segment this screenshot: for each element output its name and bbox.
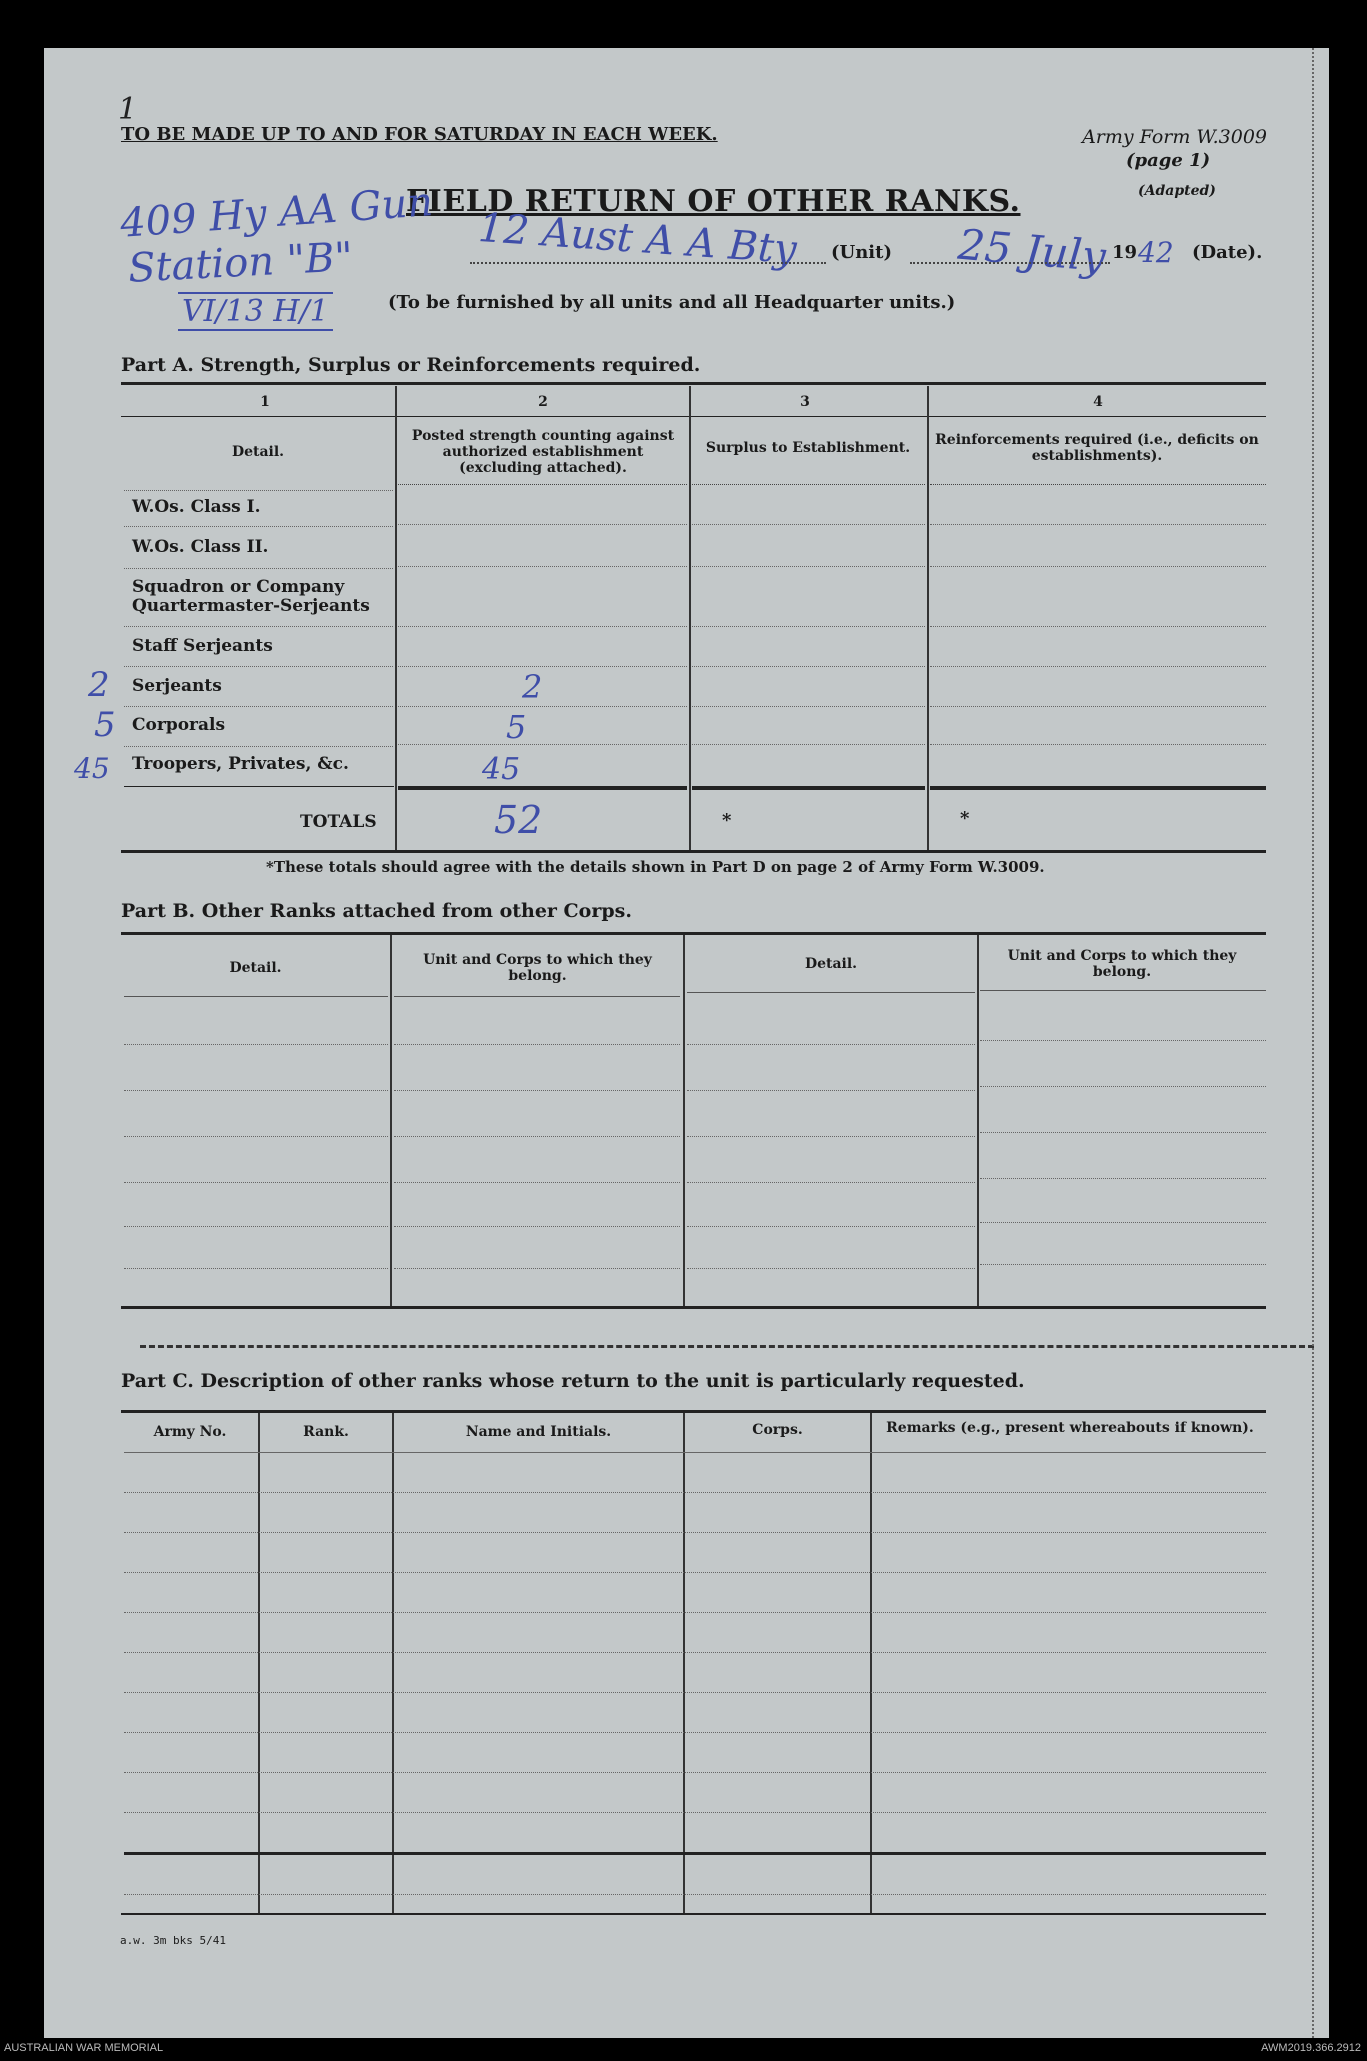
row-label-serjeants: Serjeants	[132, 676, 222, 696]
part-b-header-unit-1: Unit and Corps to which they belong.	[423, 952, 652, 984]
part-c-header-remarks: Remarks (e.g., present whereabouts if known).	[886, 1420, 1254, 1436]
part-a-row-line	[930, 524, 1266, 525]
part-b-row-line	[124, 1268, 388, 1269]
part-a-row-line	[398, 524, 687, 525]
part-b-top-rule	[121, 932, 1266, 935]
form-number-text: Army Form W.3009	[1082, 126, 1267, 148]
part-c-col-divider-4	[870, 1413, 872, 1915]
part-a-row-line	[398, 566, 687, 567]
part-c-heavy-row-line	[124, 1852, 1266, 1855]
part-b-row-line	[394, 1268, 680, 1269]
part-a-row-line	[124, 746, 393, 747]
handwritten-margin-serjeants: 2	[88, 665, 110, 705]
part-b-row-line	[687, 1136, 975, 1137]
print-code: a.w. 3m bks 5/41	[120, 1934, 226, 1947]
part-a-row-line	[692, 626, 925, 627]
part-a-col-divider-3	[927, 386, 929, 850]
part-b-header-unit-2: Unit and Corps to which they belong.	[1007, 948, 1237, 980]
col-header-posted-strength: Posted strength counting against authorized establishment (excluding attached).	[411, 428, 675, 476]
part-a-subheader-rule	[121, 416, 1266, 417]
page-title: FIELD RETURN OF OTHER RANKS.	[406, 184, 1021, 219]
part-b-header-detail-1: Detail.	[229, 960, 282, 976]
part-b-bottom-rule	[121, 1306, 1266, 1309]
asterisk-surplus: *	[722, 810, 732, 831]
part-a-bottom-rule	[121, 850, 1266, 853]
row-label-wo-class-1: W.Os. Class I.	[132, 497, 261, 517]
totals-top-rule	[930, 786, 1266, 790]
col-num-3: 3	[800, 394, 810, 410]
part-b-row-line	[980, 1132, 1266, 1133]
unit-label: (Unit)	[831, 242, 892, 263]
part-b-row-line	[124, 1182, 388, 1183]
part-a-row-line	[692, 566, 925, 567]
part-b-row-line	[687, 992, 975, 993]
part-b-row-line	[394, 1136, 680, 1137]
part-b-row-line	[687, 1226, 975, 1227]
part-c-row-line	[124, 1692, 1266, 1693]
part-b-row-line	[980, 1264, 1266, 1265]
part-c-header-army-no: Army No.	[153, 1424, 227, 1440]
part-b-row-line	[980, 1178, 1266, 1179]
handwritten-margin-troopers: 45	[74, 752, 110, 785]
part-c-row-line	[124, 1894, 1266, 1895]
handwritten-station-note-1: 409 Hy AA Gun	[118, 179, 435, 247]
row-label-staff-serjeants: Staff Serjeants	[132, 636, 273, 656]
part-c-row-line	[124, 1572, 1266, 1573]
part-b-row-line	[394, 1226, 680, 1227]
paper-right-edge	[1312, 48, 1318, 2038]
totals-top-rule	[124, 786, 394, 787]
part-a-row-line	[930, 666, 1266, 667]
part-b-row-line	[394, 1182, 680, 1183]
part-b-row-line	[124, 1226, 388, 1227]
handwritten-total: 52	[494, 798, 543, 842]
part-c-row-line	[124, 1452, 1266, 1453]
col-num-1: 1	[260, 394, 270, 410]
perforation-line	[140, 1345, 1314, 1348]
part-b-header-detail-2: Detail.	[804, 956, 858, 972]
part-a-totals-note: *These totals should agree with the details shown in Part D on page 2 of Army Form W.3009.	[266, 858, 1045, 876]
part-a-col-divider-2	[689, 386, 691, 850]
archive-footer-left: AUSTRALIAN WAR MEMORIAL	[4, 2042, 164, 2054]
part-b-col-divider-2	[683, 935, 685, 1306]
part-a-row-line	[930, 484, 1266, 485]
row-label-corporals: Corporals	[132, 715, 226, 735]
instruction-line: TO BE MADE UP TO AND FOR SATURDAY IN EACH WEEK.	[121, 124, 718, 145]
part-c-top-rule	[121, 1410, 1266, 1413]
form-number	[1082, 126, 1267, 148]
part-c-heading: Part C. Description of other ranks whose return to the unit is particularly requested.	[121, 1370, 1025, 1392]
date-dotted-line	[910, 262, 1110, 264]
part-b-row-line	[980, 990, 1266, 991]
archive-footer-right: AWM2019.366.2912	[1261, 2042, 1361, 2054]
part-a-row-line	[124, 568, 393, 569]
part-b-row-line	[687, 1182, 975, 1183]
part-a-row-line	[124, 626, 393, 627]
part-a-row-line	[930, 566, 1266, 567]
part-c-bottom-rule	[121, 1913, 1266, 1915]
part-b-row-line	[124, 996, 388, 997]
part-a-row-line	[692, 744, 925, 745]
part-a-row-line	[692, 666, 925, 667]
part-a-row-line	[692, 484, 925, 485]
part-c-row-line	[124, 1772, 1266, 1773]
part-b-row-line	[980, 1222, 1266, 1223]
part-c-row-line	[124, 1812, 1266, 1813]
part-b-row-line	[394, 996, 680, 997]
part-c-row-line	[124, 1492, 1266, 1493]
part-a-row-line	[398, 626, 687, 627]
part-a-row-line	[930, 744, 1266, 745]
part-a-row-line	[398, 484, 687, 485]
part-a-col-divider-1	[395, 386, 397, 850]
part-b-row-line	[687, 1268, 975, 1269]
part-a-row-line	[692, 524, 925, 525]
part-c-col-divider-2	[392, 1413, 394, 1915]
part-c-header-corps: Corps.	[752, 1422, 803, 1438]
unit-dotted-line	[470, 262, 826, 264]
handwritten-reference-code: VI/13 H/1	[178, 292, 333, 331]
part-a-row-line	[398, 666, 687, 667]
totals-label: TOTALS	[300, 812, 377, 832]
part-b-row-line	[124, 1136, 388, 1137]
year-prefix: 19	[1112, 242, 1138, 263]
part-a-top-rule	[121, 382, 1266, 385]
part-a-row-line	[124, 706, 393, 707]
form-paper	[44, 48, 1329, 2038]
handwritten-unit: 12 Aust A A Bty	[476, 204, 799, 274]
part-b-col-divider-1	[390, 935, 392, 1306]
part-b-row-line	[394, 1044, 680, 1045]
part-c-row-line	[124, 1652, 1266, 1653]
part-c-row-line	[124, 1532, 1266, 1533]
part-c-col-divider-1	[258, 1413, 260, 1915]
part-a-heading: Part A. Strength, Surplus or Reinforcements required.	[121, 354, 701, 376]
part-c-col-divider-3	[683, 1413, 685, 1915]
col-header-surplus: Surplus to Establishment.	[705, 440, 911, 456]
handwritten-date: 25 July	[956, 219, 1108, 282]
part-a-row-line	[930, 706, 1266, 707]
row-label-cqms: Squadron or Company Quartermaster-Serjeants	[132, 577, 370, 616]
subtitle: (To be furnished by all units and all Headquarter units.)	[388, 292, 956, 313]
handwritten-station-note-2: Station "B"	[126, 234, 355, 292]
part-a-row-line	[398, 744, 687, 745]
part-b-row-line	[124, 1090, 388, 1091]
part-b-row-line	[124, 1044, 388, 1045]
col-header-reinforcements: Reinforcements required (i.e., deficits on establishments).	[935, 432, 1259, 464]
part-b-col-divider-3	[977, 935, 979, 1306]
handwritten-margin-corporals: 5	[94, 705, 116, 745]
col-num-2: 2	[538, 394, 548, 410]
part-c-header-name: Name and Initials.	[465, 1424, 612, 1440]
handwritten-corner-mark: 1	[118, 92, 138, 127]
col-num-4: 4	[1093, 394, 1103, 410]
part-a-row-line	[124, 526, 393, 527]
handwritten-value-corporals: 5	[506, 708, 527, 746]
page-ref: (page 1)	[1126, 150, 1211, 171]
part-b-row-line	[980, 1086, 1266, 1087]
adapted-label: (Adapted)	[1138, 183, 1216, 199]
part-b-row-line	[687, 1044, 975, 1045]
part-a-row-line	[692, 706, 925, 707]
handwritten-year: 42	[1138, 236, 1174, 269]
col-header-detail: Detail.	[231, 444, 285, 460]
part-b-heading: Part B. Other Ranks attached from other Corps.	[121, 900, 632, 922]
part-c-header-rank: Rank.	[303, 1424, 349, 1440]
part-b-row-line	[687, 1090, 975, 1091]
totals-top-rule	[692, 786, 925, 790]
part-c-row-line	[124, 1612, 1266, 1613]
part-a-row-line	[398, 706, 687, 707]
handwritten-value-troopers: 45	[482, 752, 521, 787]
part-a-row-line	[124, 666, 393, 667]
part-c-row-line	[124, 1732, 1266, 1733]
part-a-row-line	[930, 626, 1266, 627]
row-label-wo-class-2: W.Os. Class II.	[132, 537, 269, 557]
part-b-row-line	[394, 1090, 680, 1091]
part-a-row-line	[124, 490, 393, 491]
totals-top-rule	[398, 786, 687, 790]
handwritten-value-serjeants: 2	[522, 668, 543, 706]
date-label: (Date).	[1192, 242, 1263, 263]
part-b-row-line	[980, 1040, 1266, 1041]
row-label-troopers: Troopers, Privates, &c.	[132, 754, 349, 774]
asterisk-reinforcements: *	[960, 808, 970, 829]
